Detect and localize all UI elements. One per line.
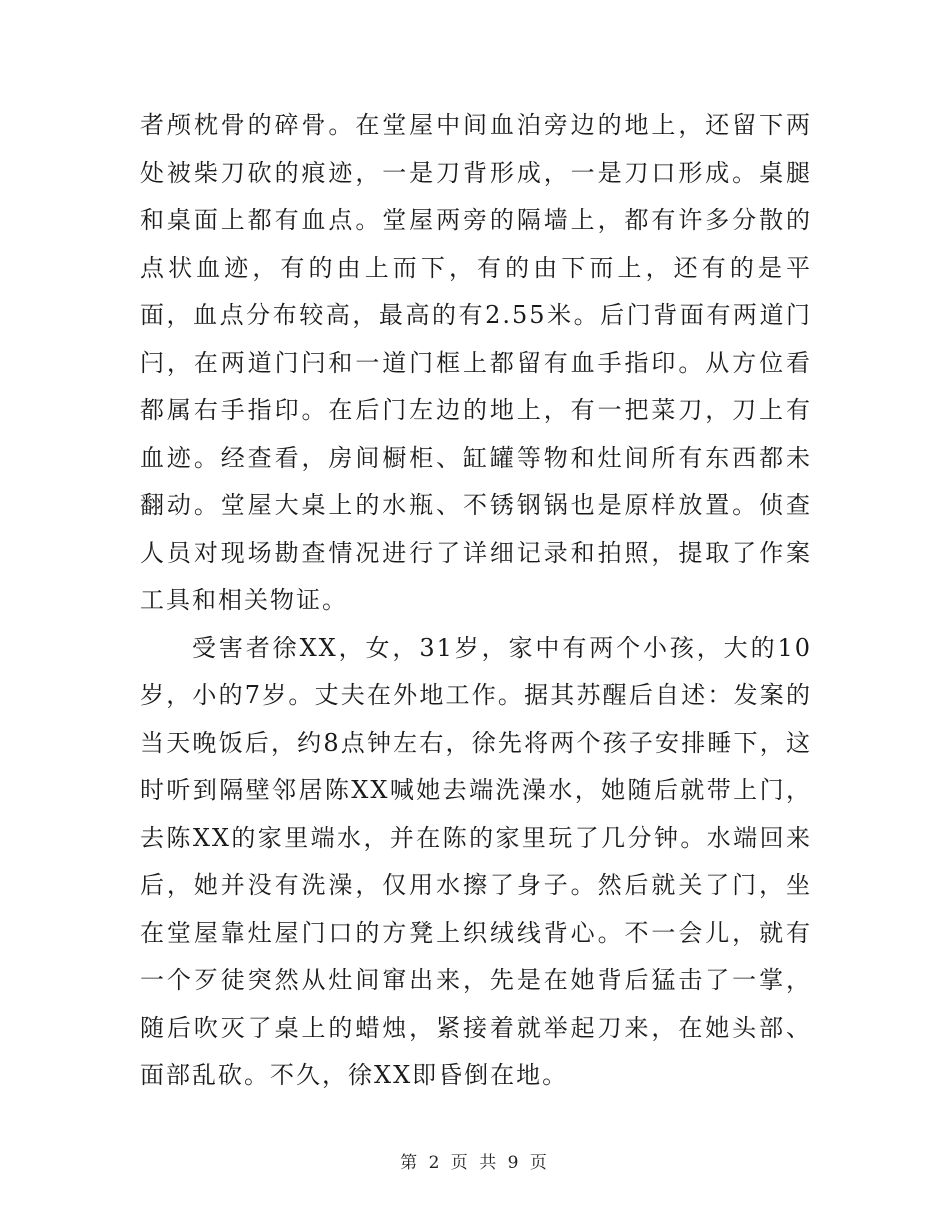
paragraph-crime-scene: 者颅枕骨的碎骨。在堂屋中间血泊旁边的地上，还留下两处被柴刀砍的痕迹，一是刀背形成，一是刀口形成。桌腿和桌面上都有血点。堂屋两旁的隔墙上，都有许多分散的点状血迹，有的由上而下，有的由下而上，还有的是平面，血点分布较高，最高的有2.55米。后门背面有两道门闩，在两道门闩和一道门框上都留有血手指印。从方位看都属右手指印。在后门左边的地上，有一把菜刀，刀上有血迹。经查看，房间橱柜、缸罐等物和灶间所有东西都未翻动。堂屋大桌上的水瓶、不锈钢锅也是原样放置。侦查人员对现场勘查情况进行了详细记录和拍照，提取了作案工具和相关物证。 — [140, 111, 812, 614]
document-body — [140, 102, 812, 1100]
page-number-footer: 第 2 页 共 9 页 — [400, 1153, 550, 1173]
paragraph-victim-statement: 受害者徐XX，女，31岁，家中有两个小孩，大的10岁，小的7岁。丈夫在外地工作。据其苏醒后自述：发案的当天晚饭后，约8点钟左右，徐先将两个孩子安排睡下，这时听到隔壁邻居陈XX喊她去端洗澡水，她随后就带上门，去陈XX的家里端水，并在陈的家里玩了几分钟。水端回来后，她并没有洗澡，仅用水擦了身子。然后就关了门，坐在堂屋靠灶屋门口的方凳上织绒线背心。不一会儿，就有一个歹徒突然从灶间窜出来，先是在她背后猛击了一掌，随后吹灭了桌上的蜡烛，紧接着就举起刀来，在她头部、面部乱砍。不久，徐XX即昏倒在地。 — [140, 633, 812, 1089]
